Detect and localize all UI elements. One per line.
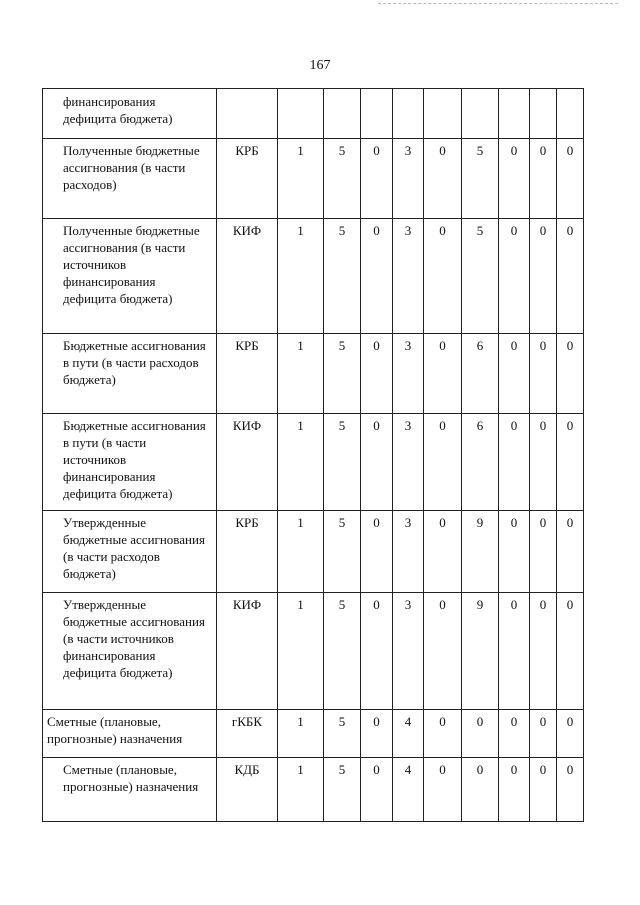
digit-cell [278,758,324,822]
digit-text: 0 [566,223,574,238]
row-code-text: КДБ [234,762,260,777]
row-code-cell [217,593,278,710]
digit-cell [557,593,584,710]
budget-accounts-table [42,88,584,822]
digit-cell [462,414,499,511]
table-row [43,89,584,139]
row-name-cell [43,334,217,414]
digit-text: 0 [539,338,547,353]
digit-cell [499,219,530,334]
digit-text: 0 [373,762,380,777]
digit-text: 0 [539,714,547,729]
row-code-cell [217,89,278,139]
row-code-cell [217,511,278,593]
digit-cell [324,334,361,414]
digit-cell [424,710,462,758]
digit-text: 1 [297,223,304,238]
digit-cell [324,511,361,593]
digit-text: 0 [566,338,574,353]
digit-cell [462,89,499,139]
table-row [43,511,584,593]
row-code-text: КРБ [235,143,259,158]
scan-artifact-line [378,3,618,5]
digit-text: 1 [297,418,304,433]
digit-text: 1 [297,714,304,729]
row-code-cell [217,414,278,511]
digit-text: 5 [476,143,484,158]
digit-text: 0 [439,338,446,353]
digit-cell [424,89,462,139]
digit-text: 9 [476,515,484,530]
digit-cell [462,139,499,219]
digit-cell [530,593,557,710]
digit-cell [361,758,393,822]
digit-text: 0 [510,597,518,612]
row-name-cell [43,710,217,758]
digit-cell [278,710,324,758]
digit-text: 4 [404,714,412,729]
digit-text: 5 [338,143,346,158]
digit-cell [530,758,557,822]
digit-text: 4 [404,762,412,777]
digit-text: 0 [476,714,484,729]
digit-text: 0 [566,515,574,530]
digit-text: 0 [373,597,380,612]
digit-cell [393,710,424,758]
digit-cell [393,89,424,139]
row-code-text: КИФ [232,223,262,238]
digit-cell [424,414,462,511]
digit-cell [324,219,361,334]
row-name-text: Бюджетные ассигнования в пути (в части источников финансирования дефицита бюджета) [63,418,206,501]
digit-text: 0 [510,762,518,777]
digit-cell [393,593,424,710]
page-number: 167 [309,58,331,73]
digit-cell [393,219,424,334]
digit-text: 9 [476,597,484,612]
digit-text [530,89,556,92]
digit-cell [424,334,462,414]
digit-text: 0 [566,418,574,433]
digit-cell [530,710,557,758]
digit-text: 3 [404,223,412,238]
digit-cell [424,219,462,334]
row-name-text: Сметные (плановые, прогнозные) назначения [47,714,183,746]
digit-cell [557,89,584,139]
digit-text: 0 [566,143,574,158]
digit-cell [278,511,324,593]
digit-cell [462,758,499,822]
digit-cell [324,593,361,710]
digit-text: 0 [373,515,380,530]
digit-text: 5 [338,515,346,530]
digit-text: 0 [439,597,446,612]
digit-text: 0 [539,597,547,612]
digit-cell [499,593,530,710]
row-name-text: Сметные (плановые, прогнозные) назначения [63,762,199,794]
digit-text [393,89,423,92]
digit-text: 0 [439,762,446,777]
digit-cell [393,758,424,822]
digit-text: 0 [510,338,518,353]
digit-cell [278,139,324,219]
row-code-text: КРБ [235,338,259,353]
digit-cell [530,414,557,511]
row-name-cell [43,219,217,334]
row-code-cell [217,139,278,219]
digit-text: 1 [297,338,304,353]
digit-cell [530,334,557,414]
digit-cell [462,710,499,758]
row-name-cell [43,593,217,710]
digit-cell [499,758,530,822]
digit-cell [499,414,530,511]
digit-text: 3 [404,338,412,353]
digit-cell [424,139,462,219]
digit-text: 1 [297,143,304,158]
digit-cell [278,89,324,139]
row-name-text: Утвержденные бюджетные ассигнования (в части расходов бюджета) [63,515,205,581]
digit-text: 0 [439,223,446,238]
digit-cell [361,89,393,139]
table-row [43,334,584,414]
digit-text: 0 [566,714,574,729]
digit-text: 0 [539,223,547,238]
digit-cell [393,334,424,414]
table-row [43,758,584,822]
digit-text: 1 [297,515,304,530]
digit-cell [278,414,324,511]
digit-text: 0 [539,762,547,777]
digit-cell [530,89,557,139]
digit-text: 3 [404,515,412,530]
digit-text: 5 [338,597,346,612]
table-row [43,219,584,334]
digit-text: 0 [373,714,380,729]
row-code-text: КИФ [232,418,262,433]
digit-text [324,89,360,92]
digit-text: 3 [404,418,412,433]
digit-text: 3 [404,597,412,612]
digit-cell [557,710,584,758]
row-name-text: Бюджетные ассигнования в пути (в части расходов бюджета) [63,338,206,387]
digit-cell [361,710,393,758]
digit-text: 0 [373,143,380,158]
digit-text: 5 [338,223,346,238]
digit-text: 0 [510,223,518,238]
row-name-text: финансирования дефицита бюджета) [63,94,173,126]
digit-text: 0 [373,338,380,353]
digit-cell [324,758,361,822]
digit-text [499,89,529,92]
row-name-cell [43,758,217,822]
digit-text: 0 [566,762,574,777]
digit-text: 6 [476,418,484,433]
digit-text: 0 [566,597,574,612]
digit-cell [361,334,393,414]
digit-text: 0 [539,418,547,433]
digit-text [462,89,498,92]
row-name-text: Полученные бюджетные ассигнования (в части расходов) [63,143,200,192]
digit-cell [499,139,530,219]
digit-cell [278,334,324,414]
row-name-cell [43,89,217,139]
row-code-text: КРБ [235,515,259,530]
digit-text: 1 [297,762,304,777]
digit-cell [462,334,499,414]
digit-text: 0 [510,515,518,530]
row-name-text: Полученные бюджетные ассигнования (в части источников финансирования дефицита бюджета) [63,223,200,306]
digit-text: 0 [373,418,380,433]
digit-cell [462,511,499,593]
row-code-text [217,89,277,92]
digit-cell [361,139,393,219]
digit-cell [424,758,462,822]
digit-text: 5 [338,338,346,353]
digit-text: 0 [539,143,547,158]
digit-text: 0 [439,714,446,729]
digit-text: 5 [338,418,346,433]
table-row [43,593,584,710]
digit-cell [499,89,530,139]
digit-text [424,89,461,92]
digit-cell [499,710,530,758]
row-code-text: КИФ [232,597,262,612]
digit-cell [324,414,361,511]
digit-cell [462,593,499,710]
digit-text: 1 [297,597,304,612]
digit-cell [557,414,584,511]
digit-text: 0 [373,223,380,238]
digit-text: 0 [539,515,547,530]
digit-cell [530,139,557,219]
digit-cell [557,139,584,219]
digit-cell [557,511,584,593]
digit-text [557,89,583,92]
row-code-cell [217,758,278,822]
digit-cell [499,334,530,414]
digit-text: 0 [510,143,518,158]
digit-cell [324,89,361,139]
digit-text: 0 [510,418,518,433]
row-code-cell [217,710,278,758]
digit-cell [361,511,393,593]
digit-cell [278,219,324,334]
digit-cell [324,139,361,219]
digit-text: 0 [510,714,518,729]
digit-text: 0 [439,418,446,433]
row-name-cell [43,511,217,593]
digit-text: 5 [338,762,346,777]
digit-cell [324,710,361,758]
row-code-cell [217,334,278,414]
digit-cell [530,511,557,593]
digit-cell [530,219,557,334]
table-row [43,414,584,511]
row-name-cell [43,139,217,219]
digit-text: 3 [404,143,412,158]
digit-cell [557,219,584,334]
digit-cell [278,593,324,710]
digit-cell [393,511,424,593]
digit-text: 6 [476,338,484,353]
digit-text: 5 [338,714,346,729]
digit-cell [393,139,424,219]
digit-cell [424,593,462,710]
digit-cell [557,334,584,414]
table-row [43,139,584,219]
digit-cell [557,758,584,822]
row-name-text: Утвержденные бюджетные ассигнования (в части источников финансирования дефицита бюджета) [63,597,205,680]
digit-cell [361,414,393,511]
digit-cell [424,511,462,593]
digit-text [361,89,392,92]
table-row [43,710,584,758]
digit-text: 5 [476,223,484,238]
row-code-cell [217,219,278,334]
digit-text [278,89,323,92]
digit-cell [393,414,424,511]
row-code-text: гКБК [231,714,263,729]
digit-text: 0 [439,143,446,158]
digit-cell [499,511,530,593]
digit-cell [361,593,393,710]
digit-text: 0 [476,762,484,777]
row-name-cell [43,414,217,511]
digit-cell [462,219,499,334]
digit-cell [361,219,393,334]
digit-text: 0 [439,515,446,530]
